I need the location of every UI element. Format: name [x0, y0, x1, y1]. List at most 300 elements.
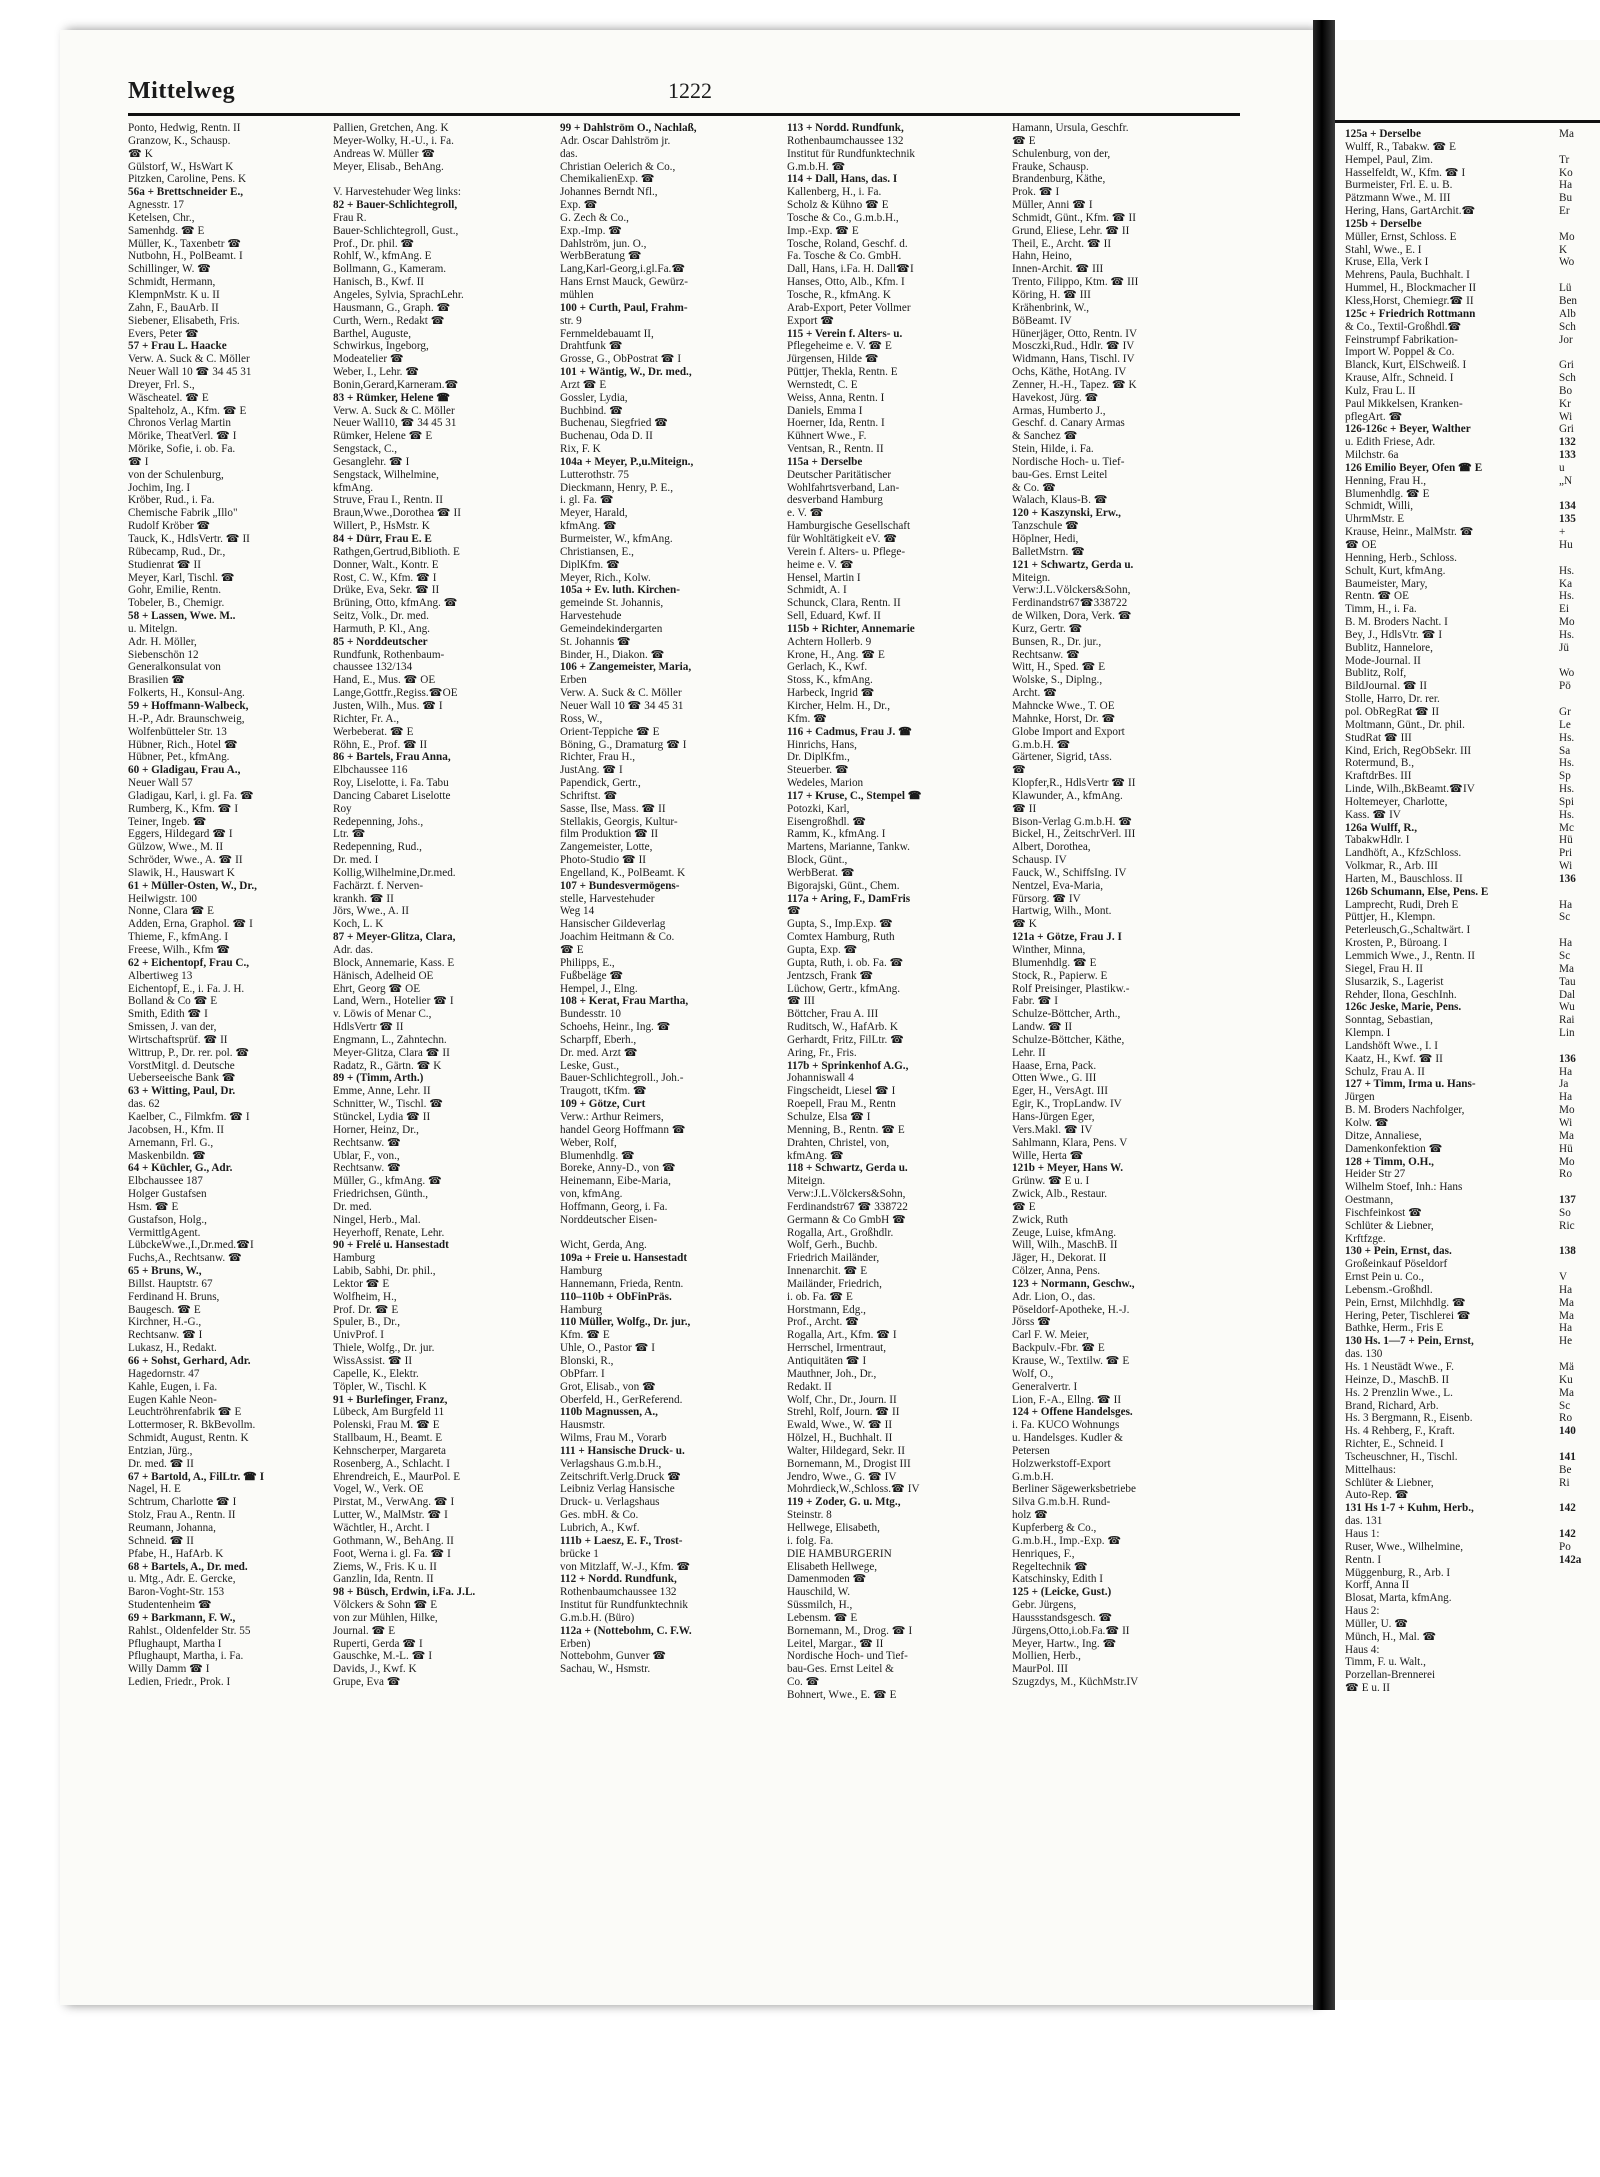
- directory-entry-line: Krftfzge.: [1345, 1232, 1386, 1245]
- directory-entry-line: Hausmann, G., Graph. ☎: [333, 301, 451, 314]
- directory-entry-line: Hand, E., Mus. ☎ OE: [333, 674, 436, 687]
- directory-entry-line: Heider Str 27: [1345, 1168, 1406, 1181]
- directory-entry-line: Wille, Herta ☎: [1012, 1149, 1084, 1162]
- directory-entry-line: Verw. A. Suck & C. Möller: [560, 687, 682, 700]
- directory-entry-line: ☎ K: [128, 147, 153, 160]
- directory-entry-line: kfmAng. ☎: [560, 520, 617, 533]
- directory-entry-line: Damenkonfektion ☎: [1345, 1142, 1443, 1155]
- directory-entry-line: Mauthner, Joh., Dr.,: [787, 1367, 877, 1380]
- column-3: [560, 122, 748, 1676]
- directory-entry-line: Hasselfeldt, W., Kfm. ☎ I: [1345, 166, 1466, 179]
- directory-entry-line: Hagedornstr. 47: [128, 1367, 200, 1380]
- directory-entry-line: Slusarzik, S., Lagerist: [1345, 975, 1444, 988]
- directory-entry-line: Brandenburg, Käthe,: [1012, 173, 1106, 186]
- directory-entry-line: das.: [560, 147, 578, 160]
- directory-entry-line: Heyerhoff, Renate, Lehr.: [333, 1226, 445, 1239]
- directory-entry-line: Albert, Dorothea,: [1012, 841, 1091, 854]
- directory-entry-line: 140: [1559, 1425, 1576, 1438]
- directory-entry-line: Comtex Hamburg, Ruth: [787, 931, 895, 944]
- directory-entry-line: Zenner, H.-H., Tapez. ☎ K: [1012, 378, 1137, 391]
- directory-entry-line: Lutterothstr. 75: [560, 468, 629, 481]
- directory-entry-line: Tanzschule ☎: [1012, 520, 1079, 533]
- column-5: [1012, 122, 1200, 1689]
- directory-entry-line: Tobeler, B., Chemigr.: [128, 597, 225, 610]
- directory-entry-line: 66 + Sohst, Gerhard, Adr.: [128, 1355, 251, 1367]
- directory-entry-line: Dr. med. I: [333, 854, 379, 867]
- directory-entry-line: Spi: [1559, 795, 1574, 808]
- directory-entry-line: Rümker, Helene ☎ E: [333, 430, 433, 443]
- directory-entry-line: Peterleusch,G.,Schaltwärt. I: [1345, 924, 1471, 937]
- directory-entry-line: Sonntag, Sebastian,: [1345, 1014, 1433, 1027]
- directory-entry-line: & Co., Textil-Großhdl.☎: [1345, 320, 1462, 333]
- directory-entry-line: Elbchaussee 187: [128, 1175, 203, 1188]
- directory-entry-line: 87 + Meyer-Glitza, Clara,: [333, 931, 456, 944]
- directory-entry-line: von Mitzlaff, W.-J., Kfm. ☎: [560, 1560, 691, 1573]
- directory-entry-line: Generalkonsulat von: [128, 661, 221, 674]
- directory-entry-line: Mo: [1559, 616, 1575, 629]
- directory-entry-line: Hü: [1559, 1142, 1573, 1155]
- directory-entry-line: Engmann, L., Zahntechn.: [333, 1033, 447, 1046]
- directory-entry-line: Rolf Preisinger, Plastikw.-: [1012, 982, 1130, 995]
- directory-entry-line: Tr: [1559, 153, 1570, 166]
- directory-entry-line: Hünerjäger, Otto, Rentn. IV: [1012, 327, 1138, 340]
- directory-entry-line: Kröber, Rud., i. Fa.: [128, 494, 215, 507]
- directory-entry-line: Grund, Eliese, Lehr. ☎ II: [1012, 224, 1130, 237]
- directory-entry-line: Stein, Hilde, i. Fa.: [1012, 443, 1094, 456]
- directory-entry-line: Wulff, R., Tabakw. ☎ E: [1345, 140, 1456, 153]
- directory-entry-line: Haase, Erna, Pack.: [1012, 1059, 1097, 1072]
- directory-entry-line: 115 + Verein f. Alters- u.: [787, 327, 903, 340]
- directory-entry-line: Reumann, Johanna,: [128, 1521, 216, 1534]
- directory-entry-line: Joachim Heitmann & Co.: [560, 931, 675, 944]
- directory-entry-line: Binder, H., Diakon. ☎: [560, 648, 665, 661]
- directory-entry-line: Röhn, E., Prof. ☎ II: [333, 738, 428, 751]
- directory-entry-line: Bornemann, M., Drogist III: [787, 1457, 911, 1470]
- directory-entry-line: BildJournal. ☎ II: [1345, 680, 1427, 693]
- directory-entry-line: Jäger, H., Dekorat. II: [1012, 1252, 1107, 1265]
- directory-entry-line: 85 + Norddeutscher: [333, 635, 428, 648]
- directory-entry-line: Adr. H. Möller,: [128, 635, 197, 648]
- directory-entry-line: 132: [1559, 436, 1576, 449]
- directory-entry-line: Gr: [1559, 705, 1571, 718]
- directory-entry-line: Hübner, Pet., kfmAng.: [128, 751, 230, 764]
- directory-entry-line: ☎ OE: [1345, 539, 1377, 551]
- directory-entry-line: Photo-Studio ☎ II: [560, 854, 647, 867]
- directory-entry-line: 56a + Brettschneider E.,: [128, 186, 244, 199]
- directory-entry-line: Rentn. I: [1345, 1553, 1382, 1566]
- directory-entry-line: Sc: [1559, 911, 1571, 924]
- directory-entry-line: Gärtener, Sigrid, tAss.: [1012, 751, 1112, 764]
- directory-entry-line: Eichentopf, E., i. Fa. J. H.: [128, 982, 245, 995]
- directory-entry-line: Johanniswall 4: [787, 1072, 854, 1085]
- directory-entry-line: Innenarchit. ☎ E: [787, 1265, 868, 1278]
- directory-entry-line: Tauck, K., HdlsVertr. ☎ II: [128, 533, 250, 545]
- directory-entry-line: Gülstorf, W., HsWart K: [128, 160, 234, 173]
- directory-entry-line: 86 + Bartels, Frau Anna,: [333, 751, 451, 764]
- directory-entry-line: Redakt. II: [787, 1380, 832, 1393]
- directory-entry-line: Dancing Cabaret Liselotte: [333, 789, 451, 802]
- directory-entry-line: Klawunder, A., kfmAng.: [1012, 789, 1123, 802]
- directory-entry-line: Ric: [1559, 1219, 1575, 1232]
- directory-entry-line: Bu: [1559, 192, 1573, 205]
- directory-entry-line: Frauke, Schausp.: [1012, 160, 1089, 173]
- directory-entry-line: Gri: [1559, 359, 1574, 372]
- directory-entry-line: Schausp. IV: [1012, 854, 1067, 867]
- directory-entry-line: Grosse, G., ObPostrat ☎ I: [560, 353, 682, 366]
- directory-entry-line: G.m.b.H.: [1012, 1470, 1054, 1483]
- directory-entry-line: Gohr, Emilie, Rentn.: [128, 584, 222, 597]
- directory-entry-line: kfmAng.: [333, 481, 374, 494]
- directory-entry-line: Journal. ☎ E: [333, 1624, 396, 1637]
- directory-entry-line: 138: [1559, 1245, 1576, 1258]
- directory-entry-line: Engelland, K., PolBeamt. K: [560, 866, 686, 879]
- directory-entry-line: Lion, F.-A., Ellng. ☎ II: [1012, 1393, 1122, 1406]
- directory-entry-line: Institut für Rundfunktechnik: [787, 147, 916, 160]
- directory-entry-line: Süssmilch, H.,: [787, 1599, 853, 1612]
- directory-entry-line: VorstMitgl. d. Deutsche: [128, 1059, 235, 1072]
- directory-entry-line: Hs. 1 Neustädt Wwe., F.: [1345, 1361, 1454, 1373]
- directory-entry-line: Kircher, Helm. H., Dr.,: [787, 699, 891, 712]
- directory-entry-line: Dahlström, jun. O.,: [560, 237, 647, 250]
- directory-entry-line: ☎ K: [1012, 918, 1037, 931]
- directory-entry-line: Oestmann,: [1345, 1194, 1394, 1207]
- directory-entry-line: Porzellan-Brennerei: [1345, 1669, 1436, 1682]
- directory-entry-line: Ltr. ☎: [333, 828, 366, 841]
- directory-entry-line: Jochim, Ing. I: [128, 481, 191, 494]
- directory-entry-line: Schulze-Böttcher, Käthe,: [1012, 1033, 1125, 1046]
- directory-entry-line: 109 + Götze, Curt: [560, 1098, 646, 1111]
- directory-entry-line: Erben: [560, 674, 587, 687]
- directory-entry-line: Smith, Edith ☎ I: [128, 1008, 208, 1021]
- directory-entry-line: Holger Gustafsen: [128, 1188, 207, 1201]
- directory-entry-line: [560, 1227, 748, 1240]
- directory-entry-line: Schneid. ☎ II: [128, 1534, 194, 1547]
- directory-entry-line: Orient-Teppiche ☎ E: [560, 725, 660, 738]
- directory-entry-line: Rogalla, Art., Großhdlr.: [787, 1226, 894, 1239]
- directory-entry-line: Meyer, Karl, Tischl. ☎: [128, 571, 235, 584]
- directory-entry-line: 115a + Derselbe: [787, 455, 863, 468]
- directory-entry-line: Ma: [1559, 962, 1574, 975]
- directory-entry-line: 121b + Meyer, Hans W.: [1012, 1162, 1124, 1175]
- directory-entry-line: Elbchaussee 116: [333, 764, 408, 777]
- directory-entry-line: Weg 14: [560, 905, 595, 918]
- directory-entry-line: [1559, 218, 1599, 231]
- directory-entry-line: Hsm. ☎ E: [128, 1200, 179, 1213]
- directory-entry-line: Rentn. ☎ OE: [1345, 590, 1409, 603]
- directory-entry-line: Pein, Ernst, Milchhdlg. ☎: [1345, 1296, 1466, 1309]
- directory-entry-line: Ro: [1559, 1168, 1573, 1181]
- directory-entry-line: Haussstandsgesch. ☎: [1012, 1611, 1113, 1624]
- directory-entry-line: Hu: [1559, 539, 1573, 551]
- directory-entry-line: Papendick, Gertr.,: [560, 777, 641, 790]
- directory-entry-line: Granzow, K., Schausp.: [128, 134, 231, 147]
- directory-entry-line: Ges. mbH. & Co.: [560, 1509, 639, 1522]
- directory-entry-line: Stahl, Wwe., E. I: [1345, 243, 1422, 256]
- directory-entry-line: 123 + Normann, Geschw.,: [1012, 1277, 1135, 1290]
- directory-entry-line: Nordische Hoch- und Tief-: [787, 1650, 908, 1663]
- directory-entry-line: Schmidt, Willi,: [1345, 500, 1414, 513]
- directory-entry-line: Blumenhdlg. ☎ E: [1012, 956, 1097, 969]
- directory-entry-line: Münch, H., Mal. ☎: [1345, 1630, 1437, 1643]
- directory-entry-line: V: [1559, 1271, 1568, 1284]
- directory-entry-line: Christian Oelerich & Co.,: [560, 160, 676, 173]
- directory-entry-line: Meyer-Wolky, H.-U., i. Fa.: [333, 134, 454, 147]
- directory-entry-line: Fürsorg. ☎ IV: [1012, 892, 1081, 905]
- directory-entry-line: He: [1559, 1335, 1573, 1348]
- directory-entry-line: u. Edith Friese, Adr.: [1345, 436, 1436, 449]
- directory-entry-line: Hs.: [1559, 783, 1575, 796]
- directory-entry-line: Rahlst., Oldenfelder Str. 55: [128, 1624, 251, 1637]
- directory-entry-line: Wi: [1559, 410, 1573, 423]
- directory-entry-line: Armas, Humberto J.,: [1012, 404, 1106, 417]
- directory-entry-line: Hübner, Rich., Hotel ☎: [128, 738, 238, 751]
- directory-entry-line: Müller, K., Taxenbetr ☎: [128, 237, 242, 250]
- directory-entry-line: Pö: [1559, 680, 1571, 693]
- directory-entry-line: Schulenburg, von der,: [1012, 147, 1111, 160]
- directory-entry-line: & Co. ☎: [1012, 481, 1057, 494]
- directory-entry-line: Redepenning, Rud.,: [333, 841, 422, 854]
- directory-entry-line: Fingscheidt, Liesel ☎ I: [787, 1085, 896, 1098]
- directory-entry-line: Import W. Poppel & Co.: [1345, 346, 1455, 359]
- directory-entry-line: Wicht, Gerda, Ang.: [560, 1239, 647, 1252]
- directory-entry-line: Ublar, F., von.,: [333, 1149, 400, 1162]
- directory-entry-line: Pfabe, H., HafArb. K: [128, 1547, 224, 1560]
- directory-entry-line: Kfm. ☎: [787, 712, 828, 725]
- directory-entry-line: Stoss, K., kfmAng.: [787, 674, 873, 687]
- directory-entry-line: Ben: [1559, 294, 1578, 307]
- directory-entry-line: Bunsen, R., Dr. jur.,: [1012, 635, 1102, 648]
- directory-entry-line: Ma: [1559, 1296, 1574, 1309]
- directory-entry-line: Weber, Rolf,: [560, 1136, 617, 1149]
- directory-entry-line: Foot, Werna i. gl. Fa. ☎ I: [333, 1547, 451, 1560]
- directory-entry-line: Daniels, Emma I: [787, 404, 863, 417]
- column-1: [128, 122, 316, 1689]
- directory-entry-line: Angeles, Sylvia, SprachLehr.: [333, 288, 464, 301]
- directory-entry-line: Schillinger, W. ☎: [128, 263, 212, 276]
- directory-entry-line: [1559, 655, 1599, 668]
- directory-entry-line: Wi: [1559, 860, 1573, 873]
- directory-entry-line: Thieme, F., kfmAng. I: [128, 931, 229, 944]
- directory-entry-line: Wilhelm Stoef, Inh.: Hans: [1345, 1181, 1463, 1194]
- directory-entry-line: 125b + Derselbe: [1345, 217, 1422, 230]
- directory-entry-line: Berliner Sägewerksbetriebe: [1012, 1483, 1136, 1496]
- directory-entry-line: Burmeister, Frl. E. u. B.: [1345, 179, 1453, 192]
- directory-entry-line: Harvestehude: [560, 610, 622, 623]
- directory-entry-line: 100 + Curth, Paul, Frahm-: [560, 301, 688, 314]
- directory-entry-line: [1559, 1438, 1599, 1451]
- directory-entry-line: [1559, 552, 1599, 565]
- directory-entry-line: Hahn, Heino,: [1012, 250, 1072, 263]
- directory-entry-line: Eggers, Hildegard ☎ I: [128, 828, 233, 841]
- directory-entry-line: BalletMstrn. ☎: [1012, 545, 1085, 558]
- directory-entry-line: Schlüter & Liebner,: [1345, 1476, 1434, 1489]
- directory-entry-line: ☎ E: [1012, 134, 1036, 147]
- directory-entry-line: Gerlach, K., Kwf.: [787, 661, 868, 674]
- directory-entry-line: ☎ II: [1012, 802, 1037, 815]
- directory-entry-line: 105a + Ev. luth. Kirchen-: [560, 584, 680, 597]
- directory-entry-line: [1559, 346, 1599, 359]
- directory-entry-line: K: [1559, 243, 1568, 256]
- directory-entry-line: Neuer Wall 57: [128, 777, 193, 790]
- directory-entry-line: 82 + Bauer-Schlichtegroll,: [333, 199, 458, 212]
- directory-entry-line: Miteign.: [1012, 571, 1051, 584]
- directory-entry-line: Bauer-Schlichtegroll, Gust.,: [333, 224, 459, 237]
- directory-entry-line: 126a Wulff, R.,: [1345, 821, 1418, 834]
- directory-entry-line: Siebener, Elisabeth, Fris.: [128, 314, 240, 327]
- directory-entry-line: Baron-Voght-Str. 153: [128, 1586, 225, 1599]
- directory-entry-line: Evers, Peter ☎: [128, 327, 199, 340]
- directory-entry-line: Böttcher, Frau A. III: [787, 1008, 879, 1021]
- directory-entry-line: Bauer-Schlichtegroll., Joh.-: [560, 1072, 684, 1085]
- directory-entry-line: So: [1559, 1206, 1571, 1219]
- directory-entry-line: Ko: [1559, 166, 1573, 179]
- directory-entry-line: Bolland & Co ☎ E: [128, 995, 218, 1008]
- directory-entry-line: Ferdinand H. Bruns,: [128, 1290, 220, 1303]
- directory-entry-line: Ma: [1559, 1386, 1574, 1399]
- directory-entry-line: Müggenburg, R., Arb. I: [1345, 1566, 1451, 1579]
- directory-entry-line: Pflughaupt, Martha I: [128, 1637, 222, 1650]
- street-heading: Mittelweg: [128, 78, 236, 104]
- directory-entry-line: G.m.b.H., Imp.-Exp. ☎: [1012, 1534, 1122, 1547]
- directory-entry-line: Albertiweg 13: [128, 969, 193, 982]
- directory-entry-line: Menning, B., Rentn. ☎ E: [787, 1123, 905, 1136]
- directory-entry-line: Schunck, Clara, Rentn. II: [787, 597, 901, 610]
- directory-entry-line: Exp. ☎: [560, 199, 598, 212]
- directory-entry-line: Archt. ☎: [1012, 687, 1058, 700]
- directory-entry-line: Walter, Hildegard, Sekr. II: [787, 1444, 905, 1457]
- directory-entry-line: Kolw. ☎: [1345, 1116, 1389, 1129]
- directory-entry-line: H.-P., Adr. Braunschweig,: [128, 712, 245, 725]
- directory-entry-line: Stellakis, Georgis, Kultur-: [560, 815, 678, 828]
- directory-entry-line: Pöseldorf-Apotheke, H.-J.: [1012, 1303, 1130, 1316]
- directory-entry-line: 65 + Bruns, W.,: [128, 1265, 202, 1278]
- directory-entry-line: von, kfmAng.: [560, 1188, 623, 1201]
- directory-entry-line: 117a + Aring, F., DamFris: [787, 892, 911, 905]
- directory-entry-line: Klempn. I: [1345, 1027, 1391, 1040]
- directory-entry-line: Mo: [1559, 230, 1575, 243]
- directory-entry-line: Nordische Hoch- u. Tief-: [1012, 455, 1125, 468]
- directory-entry-line: Gupta, Ruth, i. ob. Fa. ☎: [787, 956, 904, 969]
- directory-entry-line: Hamburg: [560, 1303, 603, 1316]
- directory-entry-line: Lektor ☎ E: [333, 1277, 390, 1290]
- directory-entry-line: Verlagshaus G.m.b.H.,: [560, 1457, 662, 1470]
- directory-entry-line: Capelle, K., Elektr.: [333, 1367, 419, 1380]
- directory-entry-line: Deutscher Paritätischer: [787, 468, 892, 481]
- directory-entry-line: Wolf, Gerh., Buchb.: [787, 1239, 878, 1252]
- directory-entry-line: Schulze, Elsa ☎ I: [787, 1110, 871, 1123]
- directory-entry-line: [1559, 924, 1599, 937]
- directory-entry-line: Verw:J.L.Völckers&Sohn,: [787, 1188, 906, 1201]
- directory-entry-line: chaussee 132/134: [333, 661, 413, 674]
- directory-entry-line: Kr: [1559, 397, 1571, 410]
- directory-entry-line: Chronos Verlag Martin: [128, 417, 231, 430]
- directory-entry-line: Bison-Verlag G.m.b.H. ☎: [1012, 815, 1133, 828]
- directory-entry-line: Kirchner, H.-G.,: [128, 1316, 202, 1329]
- directory-entry-line: 58 + Lassen, Wwe. M..: [128, 610, 236, 623]
- directory-entry-line: WerbBerat. ☎: [787, 866, 855, 879]
- directory-entry-line: Pallien, Gretchen, Ang. K: [333, 122, 449, 134]
- directory-entry-line: Redepenning, Johs.,: [333, 815, 424, 828]
- directory-entry-line: Blosat, Marta, kfmAng.: [1345, 1592, 1452, 1605]
- directory-entry-line: 83 + Rümker, Helene ☎: [333, 391, 451, 404]
- page-margin: [0, 0, 60, 2177]
- directory-entry-line: Hamann, Ursula, Geschfr.: [1012, 122, 1129, 134]
- directory-entry-line: Kfm. ☎ E: [560, 1329, 610, 1342]
- directory-entry-line: Jü: [1559, 641, 1569, 654]
- directory-entry-line: Hoffmann, Georg, i. Fa.: [560, 1200, 668, 1213]
- directory-entry-line: Wernstedt, C. E: [787, 378, 858, 391]
- next-page-edge-column: [1559, 128, 1599, 1567]
- directory-entry-line: Großeinkauf Pöseldorf: [1345, 1258, 1448, 1271]
- directory-entry-line: BöBeamt. IV: [1012, 314, 1072, 327]
- directory-entry-line: Ri: [1559, 1476, 1570, 1489]
- directory-entry-line: krankh. ☎ II: [333, 892, 394, 905]
- directory-entry-line: Müller, Ernst, Schloss. E: [1345, 230, 1457, 243]
- directory-entry-line: Traugott, tKfm. ☎: [560, 1085, 647, 1098]
- directory-entry-line: Lübeck, Am Burgfeld 11: [333, 1406, 445, 1419]
- directory-entry-line: Krähenbrink, W.,: [1012, 301, 1090, 314]
- directory-entry-line: Hans Ernst Mauck, Gewürz-: [560, 276, 688, 289]
- directory-entry-line: Generalvertr. I: [1012, 1380, 1078, 1393]
- directory-entry-line: Jürgensen, Hilde ☎: [787, 353, 879, 366]
- directory-entry-line: B. M. Broders Nacht. I: [1345, 616, 1448, 629]
- directory-entry-line: Völckers & Sohn ☎ E: [333, 1599, 438, 1612]
- directory-entry-line: Stolle, Harro, Dr. rer.: [1345, 693, 1440, 706]
- directory-entry-line: 125 + (Leicke, Gust.): [1012, 1586, 1112, 1599]
- directory-entry-line: 128 + Timm, O.H.,: [1345, 1155, 1434, 1168]
- directory-entry-line: kfmAng. ☎: [787, 1149, 844, 1162]
- directory-entry-line: Mailänder, Friedrich,: [787, 1277, 882, 1290]
- directory-entry-line: Dreyer, Frl. S.,: [128, 378, 195, 391]
- directory-entry-line: Scharpff, Eberh.,: [560, 1033, 637, 1046]
- directory-entry-line: Innen-Archit. ☎ III: [1012, 263, 1104, 276]
- directory-entry-line: Schtrum, Charlotte ☎ I: [128, 1496, 237, 1509]
- directory-entry-line: Sasse, Ilse, Mass. ☎ II: [560, 802, 666, 815]
- directory-entry-line: Ewald, Wwe., W. ☎ II: [787, 1419, 893, 1432]
- directory-entry-line: Mä: [1559, 1361, 1574, 1373]
- directory-entry-line: 113 + Nordd. Rundfunk,: [787, 122, 904, 134]
- directory-entry-line: Stock, R., Papierw. E: [1012, 969, 1108, 982]
- directory-entry-line: Hamburg: [333, 1252, 376, 1265]
- directory-entry-line: Rundfunk, Rothenbaum-: [333, 648, 445, 661]
- directory-entry-line: Meyer, Hartw., Ing. ☎: [1012, 1637, 1117, 1650]
- directory-entry-line: Brand, Richard, Arb.: [1345, 1399, 1439, 1412]
- directory-entry-line: Henning, Frau H.,: [1345, 474, 1427, 487]
- directory-entry-line: Ross, W.,: [560, 712, 603, 725]
- directory-entry-line: Kühnert Wwe., F.: [787, 430, 867, 443]
- directory-entry-line: Jörss ☎: [1012, 1316, 1052, 1329]
- directory-entry-line: Nottebohm, Gunver ☎: [560, 1650, 667, 1663]
- directory-entry-line: Boreke, Anny-D., von ☎: [560, 1162, 676, 1175]
- directory-entry-line: Gothmann, W., BehAng. II: [333, 1534, 454, 1547]
- directory-entry-line: Meyer-Glitza, Clara ☎ II: [333, 1046, 450, 1059]
- directory-entry-line: 142: [1559, 1527, 1576, 1540]
- directory-entry-line: Höplner, Hedi,: [1012, 533, 1079, 545]
- directory-entry-line: Entzian, Jürg.,: [128, 1444, 193, 1457]
- directory-entry-line: Norddeutscher Eisen-: [560, 1213, 658, 1226]
- directory-entry-line: 69 + Barkmann, F. W.,: [128, 1611, 236, 1624]
- directory-entry-line: Herrschel, Irmentraut,: [787, 1342, 887, 1355]
- directory-entry-line: Hanses, Otto, Alb., Kfm. I: [787, 276, 905, 289]
- directory-entry-line: Andreas W. Müller ☎: [333, 147, 436, 160]
- directory-entry-line: 57 + Frau L. Haacke: [128, 340, 227, 353]
- directory-entry-line: film Produktion ☎ II: [560, 828, 659, 841]
- directory-entry-line: 133: [1559, 449, 1576, 462]
- directory-entry-line: Jor: [1559, 333, 1573, 346]
- directory-entry-line: pflegArt. ☎: [1345, 410, 1403, 423]
- directory-entry-line: i. ob. Fa. ☎ E: [787, 1290, 853, 1303]
- directory-entry-line: Mode-Journal. II: [1345, 654, 1421, 667]
